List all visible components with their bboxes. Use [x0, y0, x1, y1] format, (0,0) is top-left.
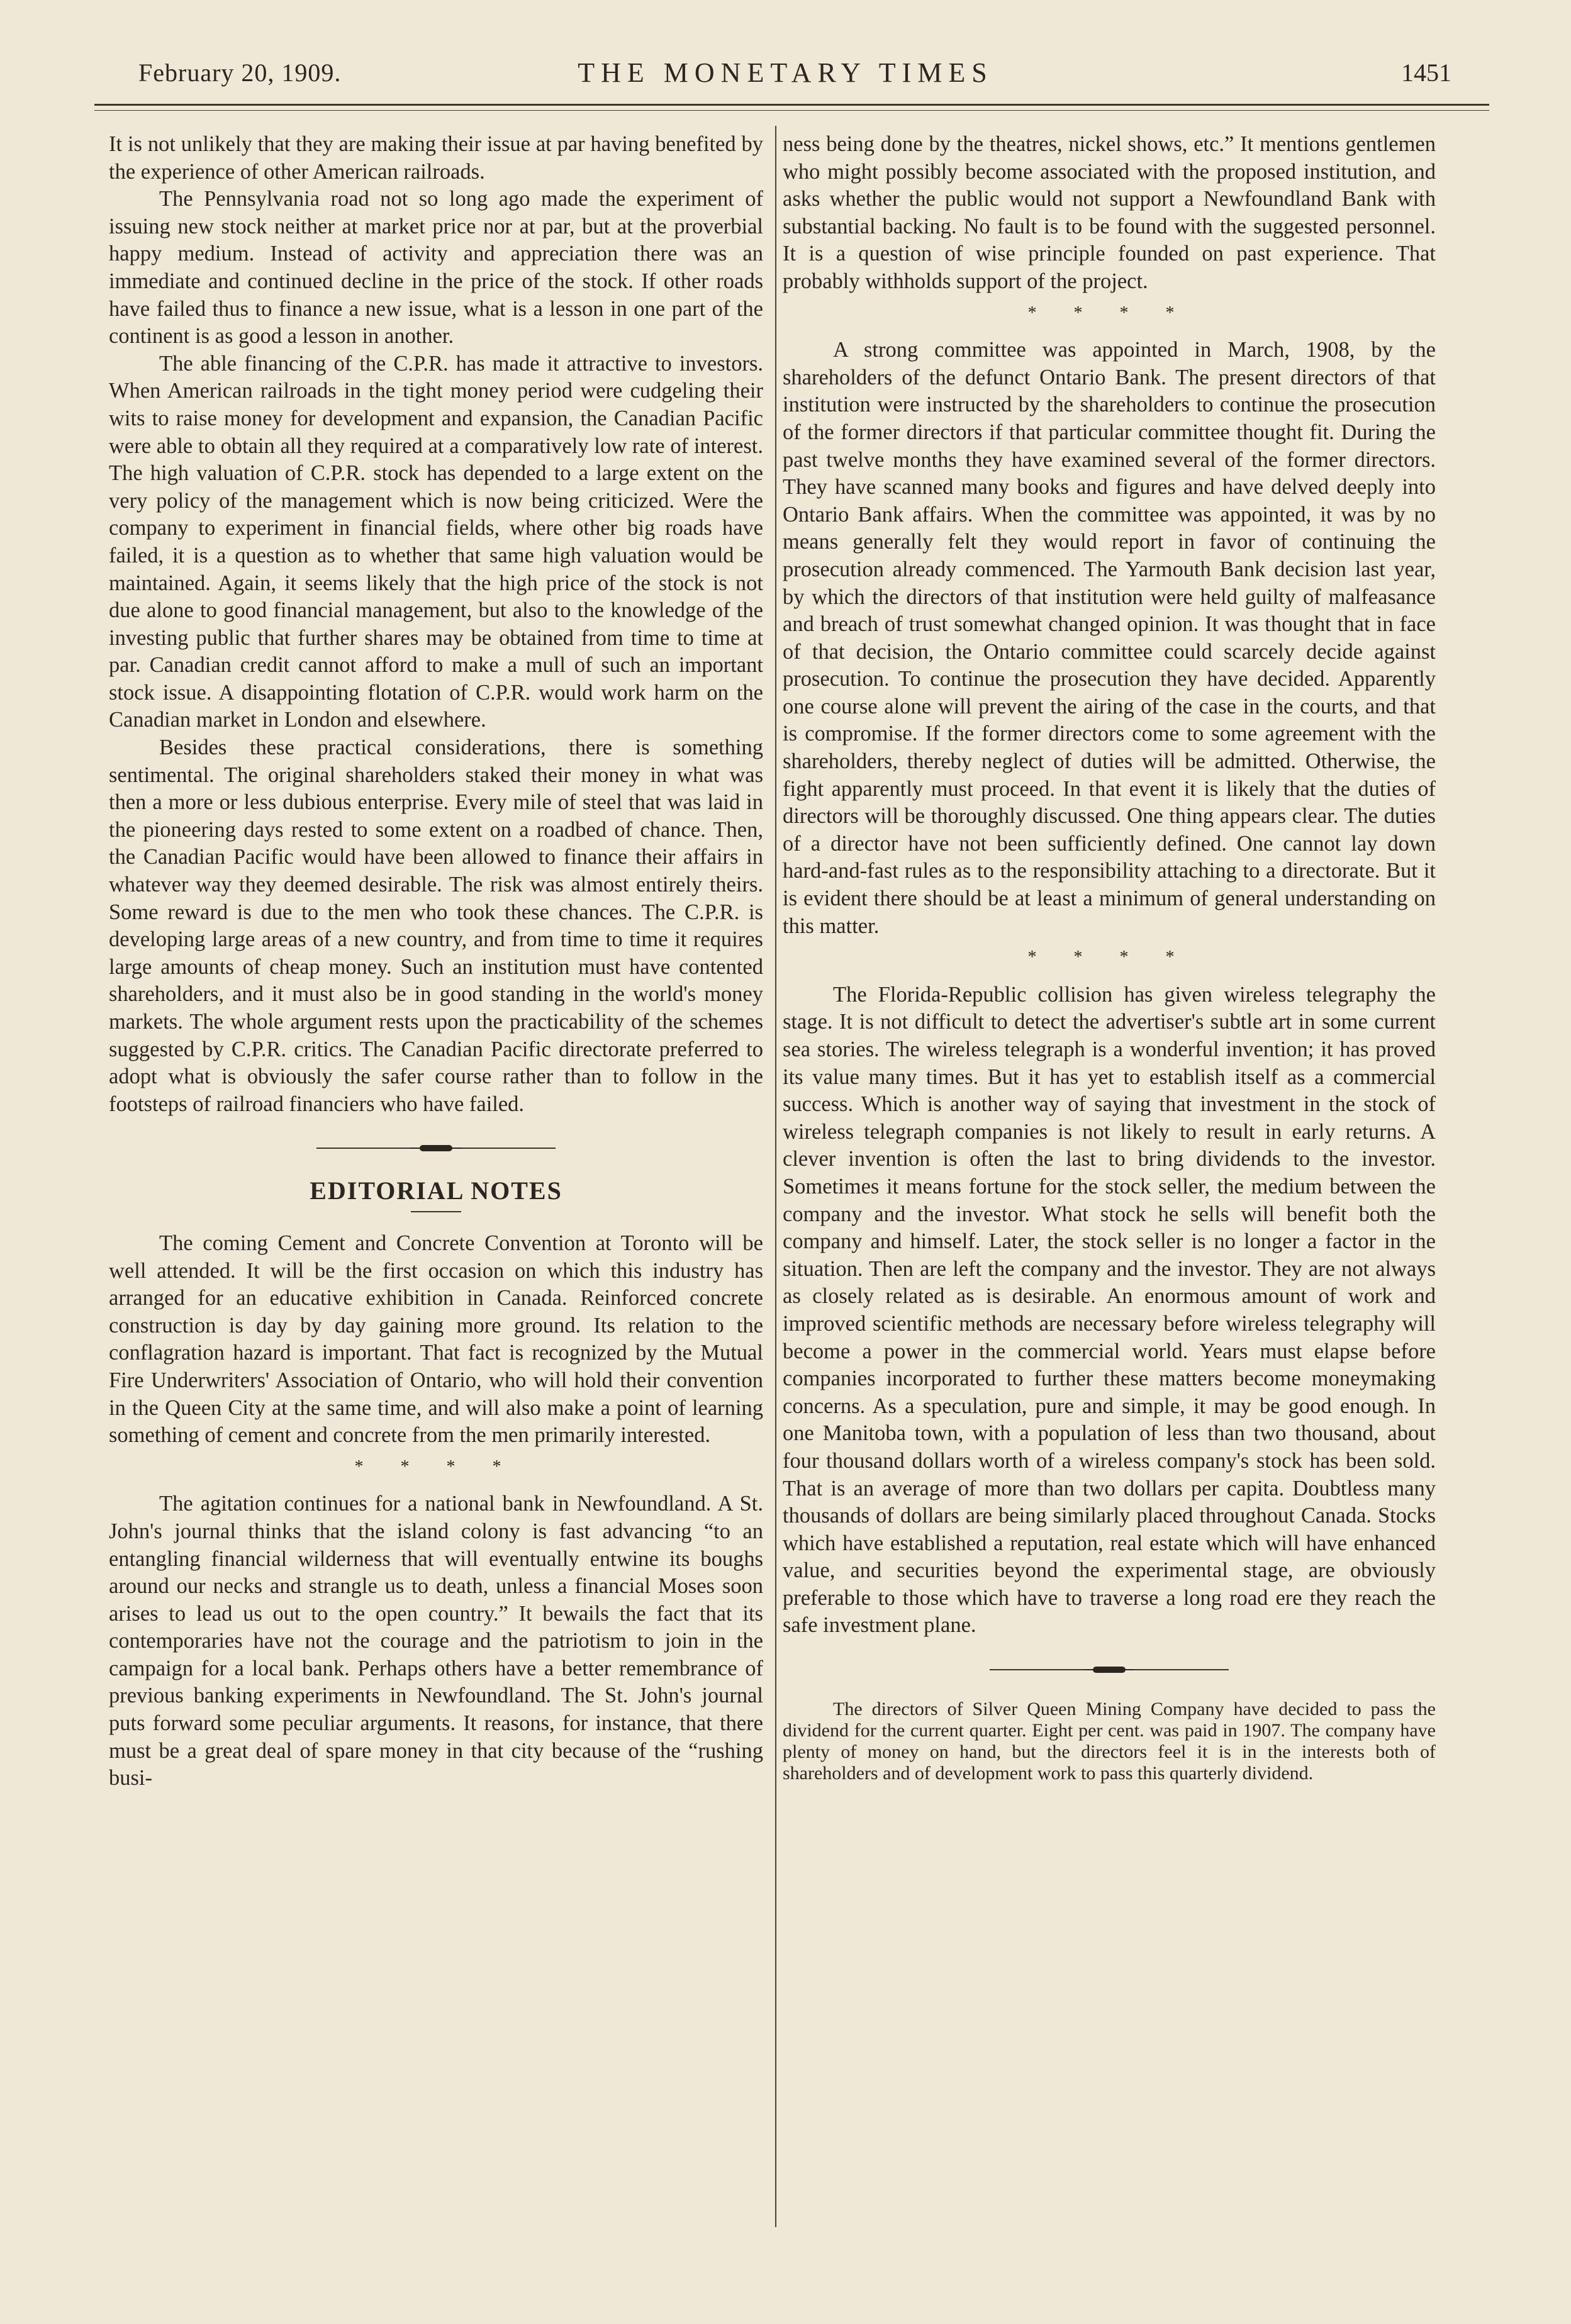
page-header: [94, 58, 1477, 102]
editorial-note: A strong committee was appointed in March, 1908, by the shareholders of the defunct Ontario Bank. The present directors of that institution were instructed by the shareholders to continue the prosecution of the former directors if that particular committee thought fit. During the past twelve months they have examined several of the former directors. They have scanned many books and figures and have delved deeply into Ontario Bank affairs. When the committee was appointed, it was by no means generally felt they would report in favor of continuing the prosecution already commenced. The Yarmouth Bank decision last year, by which the directors of that institution were held guilty of malfeasance and breach of trust somewhat changed opinion. It was thought that in face of that decision, the Ontario committee could scarcely decide against prosecution. To continue the prosecution they have decided. Apparently one course alone will prevent the airing of the case in the courts, and that is compromise. If the former directors come to some agreement with the shareholders, thereby neglect of duties will be admitted. Otherwise, the fight apparently must proceed. In that event it is likely that the duties of directors will be thoroughly discussed. One thing appears clear. The duties of a director have not been sufficiently defined. One cannot lay down hard-and-fast rules as to the responsibility attaching to a directorate. But it is evident there should be at least a minimum of general understanding on this matter.: [783, 338, 1436, 938]
article-paragraph: The Pennsylvania road not so long ago made the experiment of issuing new stock neither at market price nor at par, but at the proverbial happy medium. Instead of activity and appreciation there was an immediate and continued decline in the price of the stock. If other roads have failed thus to finance a new issue, what is a lesson in one part of the continent is as good a lesson in another.: [109, 187, 763, 349]
small-print-note: [783, 1699, 1436, 1784]
editorial-note: The coming Cement and Concrete Convention at Toronto will be well attended. It will be the first occasion on which this industry has arranged for an educative exhibition in Canada. Reinforced concrete construction is day by day gaining more ground. Its relation to the conflagration hazard is important. That fact is recognized by the Mutual Fire Underwriters' Association of Ontario, who will hold their convention in the Queen City at the same time, and will also make a point of learning something of cement and concrete from the men primarily interested.: [109, 1231, 763, 1448]
editorial-note: The agitation continues for a national bank in Newfoundland. A St. John's journal thinks that the island colony is fast advancing “to an entangling financial wilderness that will eventually entwine its boughs around our necks and strangle us to death, unless a financial Moses soon arises to lead us out to the open country.” It bewails the fact that its contemporaries have not the courage and the patriotism to join in the campaign for a local bank. Perhaps others have a better remembrance of previous banking experiments in Newfoundland. The St. John's journal puts forward some peculiar arguments. It reasons, for instance, that there must be a great deal of spare money in that city because of the “rushing busi-: [109, 1492, 763, 1790]
article-paragraph: Besides these practical considerations, there is something sentimental. The original shareholders staked their money in what was then a more or less dubious enterprise. Every mile of steel that was laid in the pioneering days rested to some extent on a roadbed of chance. Then, the Canadian Pacific would have been allowed to finance their affairs in whatever way they deemed desirable. The risk was almost entirely theirs. Some reward is due to the men who took these chances. The C.P.R. is developing large areas of a new country, and from time to time it requires large amounts of cheap money. Such an institution must have contented shareholders, and it must also be in good standing in the world's money markets. The whole argument rests upon the practicability of the schemes suggested by C.P.R. critics. The Canadian Pacific directorate preferred to adopt what is obviously the safer course rather than to follow in the footsteps of railroad financiers who have failed.: [109, 735, 763, 1116]
left-column: [109, 131, 763, 1792]
section-heading: EDITORIAL NOTES: [310, 1176, 562, 1205]
publication-title: THE MONETARY TIMES: [578, 57, 993, 88]
header-rule-thick: [94, 104, 1489, 106]
section-separator-stars: * * * *: [354, 1456, 518, 1477]
right-column: [783, 131, 1436, 1784]
section-separator-stars: * * * *: [1027, 947, 1191, 968]
section-ornament: [783, 1663, 1436, 1676]
heading-rule: [411, 1211, 461, 1212]
article-paragraph: The able financing of the C.P.R. has made it attractive to investors. When American railroads in the tight money period were cudgeling their wits to raise money for development and expansion, the Canadian Pacific were able to obtain all they required at a comparatively low rate of interest. The high valuation of C.P.R. stock has depended to a large extent on the very policy of the management which is now being criticized. Were the company to experiment in financial fields, where other big roads have failed, it is a question as to whether that same high valuation would be maintained. Again, it seems likely that the high price of the stock is not due alone to good financial management, but also to the knowledge of the investing public that further shares may be obtained from time to time at par. Canadian credit cannot afford to make a mull of such an important stock issue. A disappointing flotation of C.P.R. would work harm on the Canadian market in London and elsewhere.: [109, 351, 763, 732]
column-divider: [775, 126, 776, 2227]
issue-date: February 20, 1909.: [138, 59, 342, 87]
header-rule-thin: [94, 110, 1489, 111]
section-separator-stars: * * * *: [1027, 303, 1191, 323]
section-ornament: [109, 1142, 763, 1154]
editorial-note-continued: ness being done by the theatres, nickel shows, etc.” It mentions gentlemen who might possibly become associated with the proposed institution, and asks whether the public would not support a Newfoundland Bank with substantial backing. No fault is to be found with the suggested personnel. It is a question of wise principle founded on past experience. That probably withholds support of the project.: [783, 132, 1436, 293]
mining-dividend-note: The directors of Silver Queen Mining Company have decided to pass the dividend for the current quarter. Eight per cent. was paid in 1907. The company have plenty of money on hand, but the directors feel it is in the interests both of shareholders and of development work to pass this quarterly dividend.: [783, 1699, 1436, 1784]
article-paragraph: It is not unlikely that they are making their issue at par having benefited by the experience of other American railroads.: [109, 132, 763, 184]
page-number: 1451: [1401, 59, 1451, 87]
editorial-note: The Florida-Republic collision has given wireless telegraphy the stage. It is not difficult to detect the advertiser's subtle art in some current sea stories. The wireless telegraph is a wonderful invention; it has proved its value many times. But it has yet to establish itself as a commercial success. Which is another way of saying that investment in the stock of wireless telegraph companies is not likely to result in early returns. A clever invention is often the last to bring dividends to the investor. Sometimes it means fortune for the stock seller, the medium between the company and the investor. What stock he sells will benefit both the company and himself. Later, the stock seller is no longer a factor in the situation. Then are left the company and the investor. They are not always as closely related as is desirable. An enormous amount of work and improved scientific methods are necessary before wireless telegraphy will become a power in the commercial world. Years must elapse before companies incorporated to further these matters become moneymaking concerns. As a speculation, pure and simple, it may be good enough. In one Manitoba town, with a population of less than two thousand, about four thousand dollars worth of a wireless company's stock has been sold. That is an average of more than two dollars per capita. Doubtless many thousands of dollars are being similarly placed throughout Canada. Stocks which have established a reputation, real estate which will have enhanced value, and securities beyond the experimental stage, are obviously preferable to those which have to traverse a long road ere they reach the safe investment plane.: [783, 982, 1436, 1638]
